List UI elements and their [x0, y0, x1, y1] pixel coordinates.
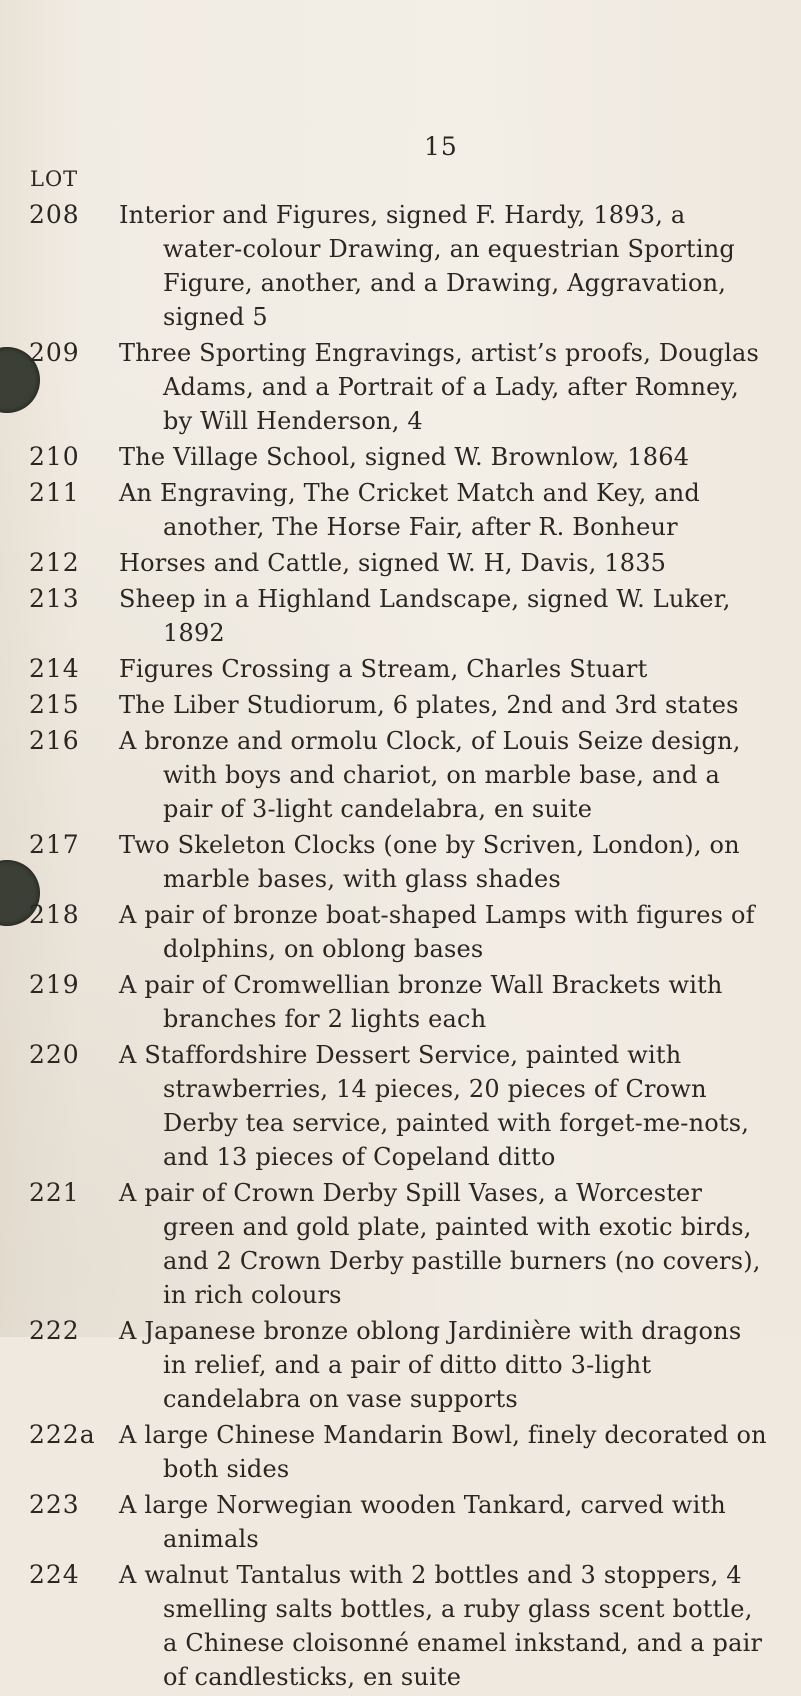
- lot-description: [119, 1488, 769, 1556]
- lot-description-text: Figures Crossing a Stream, Charles Stuart: [119, 655, 648, 683]
- lot-description: [119, 652, 769, 686]
- lot-entry: [29, 688, 789, 722]
- lot-description-text: Horses and Cattle, signed W. H, Davis, 1835: [119, 549, 667, 577]
- lot-list: [29, 198, 789, 1696]
- lot-description: [119, 546, 769, 580]
- lot-number: 216: [29, 726, 80, 755]
- lot-description: [119, 1176, 769, 1312]
- lot-entry: [29, 1558, 789, 1694]
- lot-description-text: Two Skeleton Clocks (one by Scriven, London), on marble bases, with glass shades: [119, 831, 740, 893]
- lot-description-text: A large Chinese Mandarin Bowl, finely decorated on both sides: [119, 1421, 767, 1483]
- lot-description-text: The Liber Studiorum, 6 plates, 2nd and 3rd states: [119, 691, 739, 719]
- lot-entry: [29, 898, 789, 966]
- lot-description-text: A Staffordshire Dessert Service, painted with strawberries, 14 pieces, 20 pieces of Crown Derby tea service, painted with forget-me-nots, and 13 pieces of Copeland ditto: [119, 1041, 750, 1171]
- lot-entry: [29, 828, 789, 896]
- lot-number: 213: [29, 584, 80, 613]
- lot-number: 223: [29, 1490, 80, 1519]
- lot-description: [119, 1558, 769, 1694]
- lot-entry: [29, 546, 789, 580]
- lot-description-text: A pair of Cromwellian bronze Wall Brackets with branches for 2 lights each: [119, 971, 723, 1033]
- lot-number: 224: [29, 1560, 80, 1589]
- lot-description: [119, 688, 769, 722]
- lot-description: [119, 1314, 769, 1416]
- lot-entry: [29, 582, 789, 650]
- lot-description-text: A pair of bronze boat-shaped Lamps with figures of dolphins, on oblong bases: [119, 901, 755, 963]
- lot-description-text: A walnut Tantalus with 2 bottles and 3 stoppers, 4 smelling salts bottles, a ruby glass scent bottle, a Chinese cloisonné enamel inkstand, and a pair of candlesticks, en suite: [119, 1561, 763, 1691]
- lot-entry: [29, 440, 789, 474]
- lot-description-text: A pair of Crown Derby Spill Vases, a Worcester green and gold plate, painted with exotic birds, and 2 Crown Derby pastille burners (no covers), in rich colours: [119, 1179, 761, 1309]
- lot-number: 212: [29, 548, 80, 577]
- lot-column-header: LOT: [30, 167, 79, 191]
- lot-description: [119, 476, 769, 544]
- lot-description: [119, 828, 769, 896]
- lot-number: 209: [29, 338, 80, 367]
- lot-entry: [29, 1038, 789, 1174]
- lot-description: [119, 440, 769, 474]
- lot-entry: [29, 476, 789, 544]
- lot-number: 218: [29, 900, 80, 929]
- lot-entry: [29, 198, 789, 334]
- lot-description: [119, 1418, 769, 1486]
- lot-description-text: A Japanese bronze oblong Jardinière with dragons in relief, and a pair of ditto ditto 3-light candelabra on vase supports: [119, 1317, 742, 1413]
- lot-number: 222: [29, 1316, 80, 1345]
- lot-number: 219: [29, 970, 80, 999]
- lot-number: 214: [29, 654, 80, 683]
- lot-entry: [29, 968, 789, 1036]
- lot-number: 208: [29, 200, 80, 229]
- lot-description-text: A large Norwegian wooden Tankard, carved with animals: [119, 1491, 726, 1553]
- lot-description-text: A bronze and ormolu Clock, of Louis Seize design, with boys and chariot, on marble base, and a pair of 3-light candelabra, en suite: [119, 727, 741, 823]
- lot-number: 220: [29, 1040, 80, 1069]
- lot-description-text: Sheep in a Highland Landscape, signed W. Luker, 1892: [119, 585, 731, 647]
- lot-description: [119, 582, 769, 650]
- lot-entry: [29, 1488, 789, 1556]
- lot-entry: [29, 652, 789, 686]
- lot-description: [119, 968, 769, 1036]
- lot-entry: [29, 1314, 789, 1416]
- lot-description-text: Interior and Figures, signed F. Hardy, 1893, a water-colour Drawing, an equestrian Sporting Figure, another, and a Drawing, Aggravation, signed 5: [119, 201, 735, 331]
- lot-number: 217: [29, 830, 80, 859]
- lot-number: 211: [29, 478, 80, 507]
- lot-description: [119, 336, 769, 438]
- lot-entry: [29, 724, 789, 826]
- lot-description: [119, 1038, 769, 1174]
- lot-number: 221: [29, 1178, 80, 1207]
- lot-description: [119, 898, 769, 966]
- lot-description-text: The Village School, signed W. Brownlow, 1864: [119, 443, 690, 471]
- lot-description-text: An Engraving, The Cricket Match and Key, and another, The Horse Fair, after R. Bonheur: [119, 479, 700, 541]
- lot-entry: [29, 1176, 789, 1312]
- page-number: 15: [424, 132, 458, 161]
- lot-entry: [29, 1418, 789, 1486]
- lot-number: 215: [29, 690, 80, 719]
- lot-description-text: Three Sporting Engravings, artist’s proofs, Douglas Adams, and a Portrait of a Lady, after Romney, by Will Henderson, 4: [119, 339, 760, 435]
- lot-number: 222a: [29, 1420, 96, 1449]
- lot-description: [119, 724, 769, 826]
- lot-number: 210: [29, 442, 80, 471]
- lot-description: [119, 198, 769, 334]
- lot-entry: [29, 336, 789, 438]
